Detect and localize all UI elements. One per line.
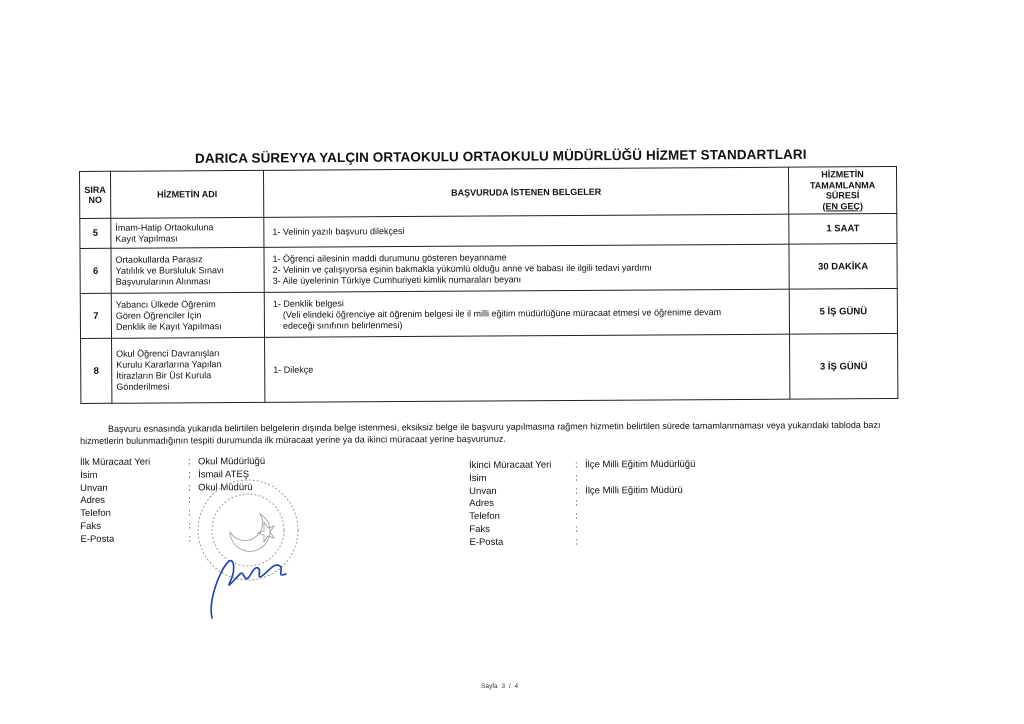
service-line: Kurulu Kararlarına Yapılan — [116, 359, 222, 370]
contact-label: İkinci Müracaat Yeri — [469, 459, 552, 471]
row-number: 5 — [80, 218, 111, 248]
stamp-icon — [198, 480, 298, 580]
service-line: Başvurularının Alınması — [115, 275, 211, 287]
contact-label: E-Posta — [469, 536, 504, 548]
colon: : — [575, 523, 579, 535]
document-item: 1- Dilekçe — [273, 364, 314, 375]
colon: : — [188, 520, 192, 532]
contact-value: Okul Müdürü — [198, 481, 253, 493]
table-row — [80, 289, 897, 339]
service-line: İtirazların Bir Üst Kurula — [116, 370, 212, 381]
contact-row — [469, 536, 695, 550]
colon: : — [575, 472, 578, 484]
service-line: Gören Öğrenciler İçin — [115, 309, 202, 321]
colon: : — [188, 482, 191, 494]
page-word: Sayfa — [481, 683, 498, 690]
service-line: Yatılılık ve Bursluluk Sınavı — [115, 264, 225, 276]
colon: : — [574, 459, 578, 471]
contact-label: Unvan — [80, 482, 108, 494]
service-line: İmam-Hatip Ortaokuluna — [115, 221, 214, 233]
service-name — [111, 217, 264, 248]
colon: : — [575, 485, 578, 497]
contact-label: Telefon — [80, 508, 111, 520]
colon: : — [187, 456, 191, 468]
service-line: Okul Öğrenci Davranışları — [116, 348, 220, 359]
colon: : — [188, 494, 191, 506]
contact-row — [469, 459, 695, 473]
table-header-row — [80, 167, 897, 219]
required-documents — [264, 289, 789, 337]
contact-row — [469, 497, 695, 511]
contact-value: İsmail ATEŞ — [198, 468, 250, 481]
contact-row — [80, 456, 265, 470]
required-documents — [264, 244, 789, 292]
header-service-name: HİZMETİN ADI — [111, 170, 264, 218]
contact-label: İsim — [469, 472, 487, 484]
table-row — [80, 244, 897, 294]
header-no: NO — [88, 194, 102, 205]
colon: : — [188, 533, 192, 545]
row-number: 6 — [80, 248, 111, 293]
colon: : — [575, 536, 579, 548]
contact-label: Telefon — [469, 511, 500, 523]
service-name — [111, 247, 264, 293]
contact-label: İlk Müracaat Yeri — [80, 456, 151, 468]
header-documents: BAŞVURUDA İSTENEN BELGELER — [263, 167, 788, 217]
table-row — [80, 214, 897, 249]
completion-duration: 5 İŞ GÜNÜ — [789, 289, 897, 335]
second-contact-block — [469, 459, 696, 550]
row-number: 7 — [80, 293, 111, 338]
contact-label: İsim — [80, 469, 98, 481]
contact-row — [469, 523, 695, 537]
contact-value: Okul Müdürlüğü — [197, 456, 266, 468]
service-line: Yabancı Ülkede Öğrenim — [115, 298, 216, 310]
service-line: Ortaokullarda Parasız — [115, 253, 203, 265]
contact-value: İlçe Milli Eğitim Müdürlüğü — [584, 458, 696, 471]
service-standards-table — [79, 166, 898, 404]
signature-icon — [211, 561, 286, 618]
required-documents — [265, 334, 790, 402]
service-name — [111, 292, 264, 338]
colon: : — [575, 497, 578, 509]
document-item: edeceği sınıfının belirlenmesi) — [282, 319, 403, 331]
table-row — [81, 334, 898, 404]
contact-label: Adres — [80, 495, 106, 507]
document-item: 3- Aile üyelerinin Türkiye Cumhuriyeti kimlik numaraları beyanı — [272, 273, 522, 286]
official-stamp-and-signature — [190, 470, 320, 630]
header-duration-l2: TAMAMLANMA — [809, 179, 876, 191]
colon: : — [188, 507, 191, 519]
contact-row — [469, 472, 695, 486]
header-duration — [788, 167, 896, 215]
page-title: DARICA SÜREYYA YALÇIN ORTAOKULU ORTAOKULU MÜDÜRLÜĞÜ HİZMET STANDARTLARI — [194, 146, 807, 166]
document-item: 1- Denklik belgesi — [272, 297, 344, 309]
service-line: Kayıt Yapılması — [115, 232, 178, 244]
header-sira: SIRA — [84, 184, 106, 195]
page-footer — [480, 683, 519, 690]
contact-label: Adres — [469, 498, 495, 510]
service-line: Denklik ile Kayıt Yapılması — [115, 320, 222, 332]
page-separator: / — [508, 683, 511, 690]
contact-label: Unvan — [469, 485, 497, 497]
service-name — [112, 337, 265, 403]
completion-duration: 30 DAKİKA — [789, 244, 897, 290]
colon: : — [575, 510, 578, 522]
contact-value: İlçe Milli Eğitim Müdürü — [585, 484, 683, 496]
page-current: 3 — [501, 683, 506, 690]
contact-row — [469, 510, 695, 524]
document-item: (Veli elindeki öğrenciye ait öğrenim belgesi ile il milli eğitim müdürlüğüne müracaat etmesi ve öğrenime devam — [282, 306, 722, 320]
header-sira-no — [80, 171, 111, 218]
completion-duration: 3 İŞ GÜNÜ — [790, 334, 898, 400]
service-line: Gönderilmesi — [116, 381, 170, 392]
header-duration-l3: SÜRESİ — [825, 190, 860, 201]
header-duration-l1: HİZMETİN — [821, 169, 864, 180]
required-documents — [264, 214, 789, 247]
contact-label: E-Posta — [80, 533, 115, 545]
document-item: 2- Velinin ve çalışıyorsa eşinin bakmakla yükümlü olduğu anne ve babası ile ilgili tedavi yardımı — [272, 262, 652, 275]
page-total: 4 — [514, 683, 519, 690]
completion-duration: 1 SAAT — [789, 214, 897, 245]
row-number: 8 — [81, 338, 112, 403]
document-item: 1- Öğrenci ailesinin maddi durumunu gösteren beyanname — [272, 251, 507, 264]
document-item: 1- Velinin yazılı başvuru dilekçesi — [272, 226, 405, 237]
application-note: Başvuru esnasında yukarıda belirtilen belgelerin dışında belge istenmesi, eksiksiz belge ile başvuru yapılmasına rağmen hizmetin belirtilen sürede tamamlanmaması veya yukarıdaki tabloda bazı hizmetlerin bulunmadığının tespiti durumunda ilk müracaat yerine ya da ikinci müracaat yerine başvurunuz. — [80, 419, 881, 446]
header-duration-l4: (EN GEÇ) — [822, 200, 864, 211]
contact-label: Faks — [469, 523, 490, 535]
contact-row — [469, 484, 695, 498]
contact-label: Faks — [80, 520, 101, 532]
colon: : — [188, 469, 191, 481]
